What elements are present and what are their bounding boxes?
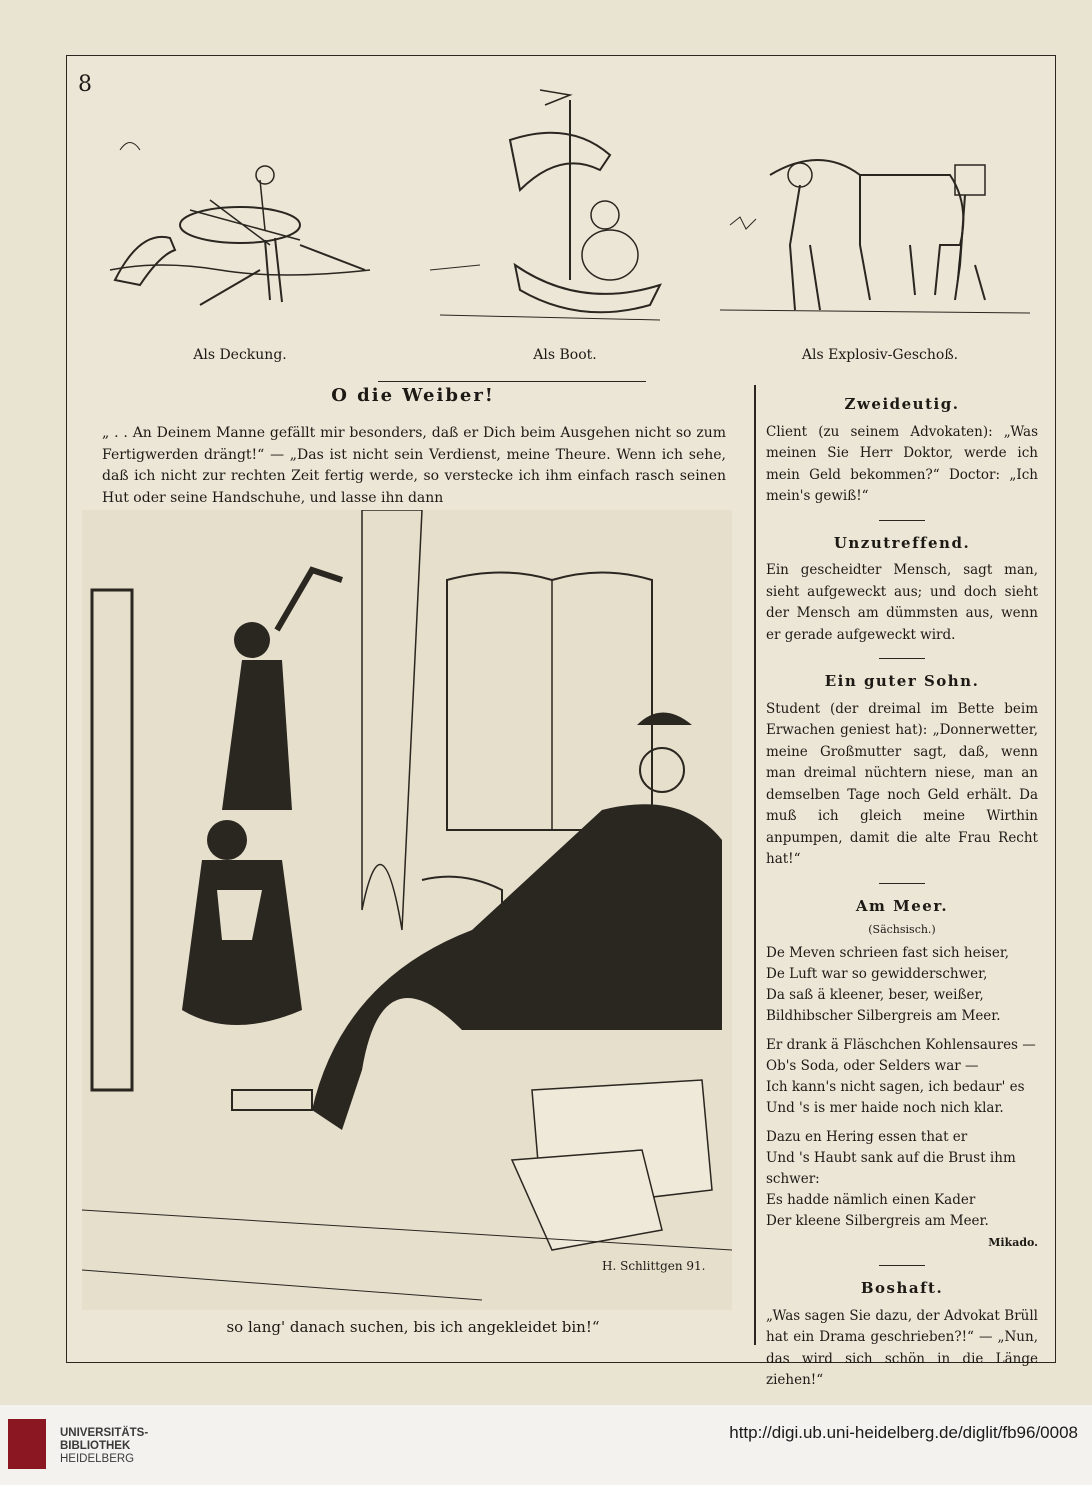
unzutreffend-title: Unzutreffend. <box>833 533 971 552</box>
library-name-line: BIBLIOTHEK <box>60 1440 131 1452</box>
library-name-line: UNIVERSITÄTS- <box>60 1427 149 1439</box>
verse-line: Ob's Soda, oder Selders war — <box>766 1057 979 1074</box>
separator <box>879 883 925 884</box>
separator <box>879 520 925 521</box>
library-name-line: HEIDELBERG <box>60 1453 135 1465</box>
verse-line: De Meven schrieen fast sich heiser, <box>766 944 1010 961</box>
vignette-explosive-illustration <box>710 135 1040 325</box>
library-footer <box>0 1405 1092 1485</box>
am-meer-title: Am Meer. <box>855 896 949 915</box>
verse-line: De Luft war so gewidderschwer, <box>766 965 988 982</box>
story-text: „ . . An Deinem Manne gefällt mir besonders, daß er Dich beim Ausgehen nicht so zum Fertigwerden drängt!“ — „Das ist nicht sein Verdienst, meine Theure. Wenn ich sehe, daß ich nicht zur rechten Zeit fertig werde, so verstecke ich ihm einfach rasch seinen Hut oder seine Handschuhe, und lasse ihn dann <box>102 425 726 506</box>
boshaft-title: Boshaft. <box>860 1279 944 1297</box>
verse-line: Da saß ä kleener, beser, weißer, <box>766 986 984 1003</box>
story-title: O die Weiber! <box>331 385 495 406</box>
vignette-cover-illustration <box>100 120 380 320</box>
sidebar-column <box>766 394 1038 1392</box>
guter-sohn-text: Student (der dreimal im Bette beim Erwachen geniest hat): „Donnerwetter, meine Großmutter sagt, daß, wenn man dreimal nüchtern niese, man an demselben Tage noch Geld erhält. Da muß ich gleich meine Wirthin anpumpen, damit die alte Frau Recht hat!“ <box>766 700 1038 867</box>
guter-sohn-title: Ein guter Sohn. <box>824 672 980 690</box>
verse-line: Und 's Haubt sank auf die Brust ihm schwer: <box>766 1149 1016 1187</box>
am-meer-stanza-2 <box>766 1035 1038 1119</box>
verse-line: Bildhibscher Silbergreis am Meer. <box>766 1007 1001 1024</box>
library-name <box>60 1427 148 1466</box>
title-rule <box>378 381 646 382</box>
story-illustration <box>82 510 732 1310</box>
verse-line: Er drank ä Fläschchen Kohlensaures — <box>766 1036 1036 1053</box>
vignette-boat-illustration <box>420 80 680 330</box>
zweideutig-title: Zweideutig. <box>844 395 960 413</box>
verse-line: Und 's is mer haide noch nich klar. <box>766 1099 1004 1116</box>
separator <box>879 1265 925 1266</box>
boshaft-text: „Was sagen Sie dazu, der Advokat Brüll hat ein Drama geschrieben?!“ — „Nun, das wird sich schön in die Länge ziehen!“ <box>766 1307 1038 1388</box>
library-logo-icon <box>8 1419 46 1469</box>
caption-als-deckung: Als Deckung. <box>193 347 287 363</box>
verse-line: Dazu en Hering essen that er <box>766 1128 968 1145</box>
illustration-signature: H. Schlittgen 91. <box>602 1259 706 1273</box>
column-divider <box>754 385 756 1345</box>
story-closing: so lang' danach suchen, bis ich angekleidet bin!“ <box>226 1318 600 1336</box>
zweideutig-text: Client (zu seinem Advokaten): „Was meinen Sie Herr Doktor, werde ich mein Geld bekommen?“ Doctor: „Ich mein's gewiß!“ <box>766 423 1038 504</box>
am-meer-stanza-3 <box>766 1127 1038 1232</box>
verse-line: Ich kann's nicht sagen, ich bedaur' es <box>766 1078 1025 1095</box>
verse-line: Der kleene Silbergreis am Meer. <box>766 1212 989 1229</box>
unzutreffend-text: Ein gescheidter Mensch, sagt man, sieht aufgeweckt aus; und doch sieht der Mensch am dümmsten aus, wenn er gerade aufgeweckt wird. <box>766 562 1038 643</box>
caption-als-boot: Als Boot. <box>533 347 597 363</box>
caption-als-explosiv-geschoss: Als Explosiv-Geschoß. <box>801 347 959 363</box>
am-meer-signature: Mikado. <box>988 1235 1038 1249</box>
separator <box>879 658 925 659</box>
am-meer-stanza-1 <box>766 943 1038 1027</box>
source-url-link[interactable]: http://digi.ub.uni-heidelberg.de/diglit/fb96/0008 <box>729 1423 1078 1442</box>
page-number: 8 <box>78 72 92 97</box>
am-meer-subtitle: (Sächsisch.) <box>868 923 936 936</box>
verse-line: Es hadde nämlich einen Kader <box>766 1191 976 1208</box>
